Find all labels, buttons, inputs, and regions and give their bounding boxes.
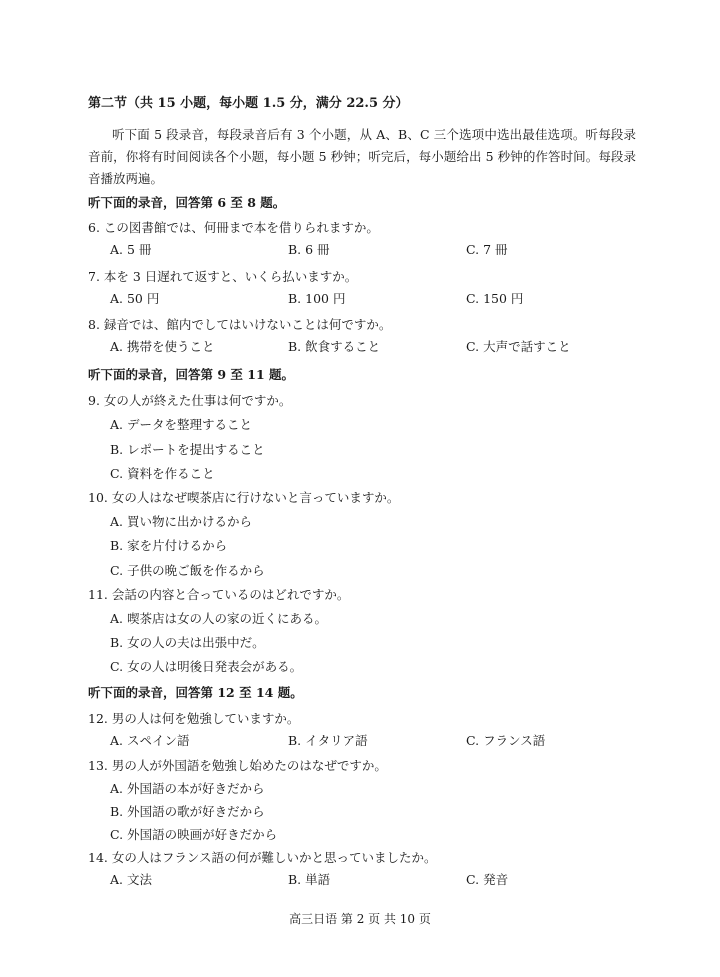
question-7: 7. 本を 3 日遅れて返すと、いくら払いますか。: [88, 269, 358, 284]
q10-option-c: C. 子供の晩ご飯を作るから: [110, 563, 265, 578]
q7-option-a: A. 50 円: [110, 291, 160, 306]
q6-option-a: A. 5 冊: [110, 242, 152, 257]
q14-option-c: C. 発音: [466, 872, 509, 887]
q7-option-c: C. 150 円: [466, 291, 524, 306]
question-9: 9. 女の人が終えた仕事は何ですか。: [88, 393, 292, 408]
q11-option-a: A. 喫茶店は女の人の家の近くにある。: [110, 611, 327, 626]
group-heading-2: 听下面的录音，回答第 9 至 11 题。: [88, 367, 295, 382]
q9-option-a: A. データを整理すること: [110, 417, 252, 432]
question-13: 13. 男の人が外国語を勉強し始めたのはなぜですか。: [88, 758, 387, 773]
q10-option-b: B. 家を片付けるから: [110, 538, 228, 553]
q6-option-b: B. 6 冊: [288, 242, 330, 257]
q8-option-b: B. 飲食すること: [288, 339, 381, 354]
group-heading-3: 听下面的录音，回答第 12 至 14 题。: [88, 685, 303, 700]
q14-option-a: A. 文法: [110, 872, 152, 887]
question-11: 11. 会話の内容と合っているのはどれですか。: [88, 587, 350, 602]
question-14: 14. 女の人はフランス語の何が難しいかと思っていましたか。: [88, 850, 437, 865]
q13-option-b: B. 外国語の歌が好きだから: [110, 804, 265, 819]
q11-option-c: C. 女の人は明後日発表会がある。: [110, 659, 303, 674]
page-footer: 高三日语 第 2 页 共 10 页: [289, 912, 431, 926]
group-heading-1: 听下面的录音，回答第 6 至 8 题。: [88, 195, 286, 210]
q13-option-a: A. 外国語の本が好きだから: [110, 781, 265, 796]
q12-option-c: C. フランス語: [466, 733, 546, 748]
question-8: 8. 録音では、館内でしてはいけないことは何ですか。: [88, 317, 392, 332]
question-12: 12. 男の人は何を勉強していますか。: [88, 711, 300, 726]
question-6: 6. この図書館では、何冊まで本を借りられますか。: [88, 220, 379, 235]
q11-option-b: B. 女の人の夫は出張中だ。: [110, 635, 265, 650]
q6-option-c: C. 7 冊: [466, 242, 508, 257]
q9-option-c: C. 資料を作ること: [110, 466, 215, 481]
q12-option-a: A. スペイン語: [110, 733, 190, 748]
q12-option-b: B. イタリア語: [288, 733, 368, 748]
q8-option-a: A. 携帯を使うこと: [110, 339, 215, 354]
instructions: 听下面 5 段录音，每段录音后有 3 个小题，从 A、B、C 三个选项中选出最佳选项。听每段录音前，你将有时间阅读各个小题，每小题 5 秒钟；听完后，每小题给出 5 秒钟的作答时间。每段录音播放两遍。: [88, 127, 636, 186]
q8-option-c: C. 大声で話すこと: [466, 339, 571, 354]
section-title: 第二节（共 15 小题，每小题 1.5 分，满分 22.5 分）: [88, 96, 409, 111]
q9-option-b: B. レポートを提出すること: [110, 442, 265, 457]
q13-option-c: C. 外国語の映画が好きだから: [110, 827, 278, 842]
q7-option-b: B. 100 円: [288, 291, 346, 306]
q14-option-b: B. 単語: [288, 872, 331, 887]
q10-option-a: A. 買い物に出かけるから: [110, 514, 252, 529]
question-10: 10. 女の人はなぜ喫茶店に行けないと言っていますか。: [88, 490, 400, 505]
